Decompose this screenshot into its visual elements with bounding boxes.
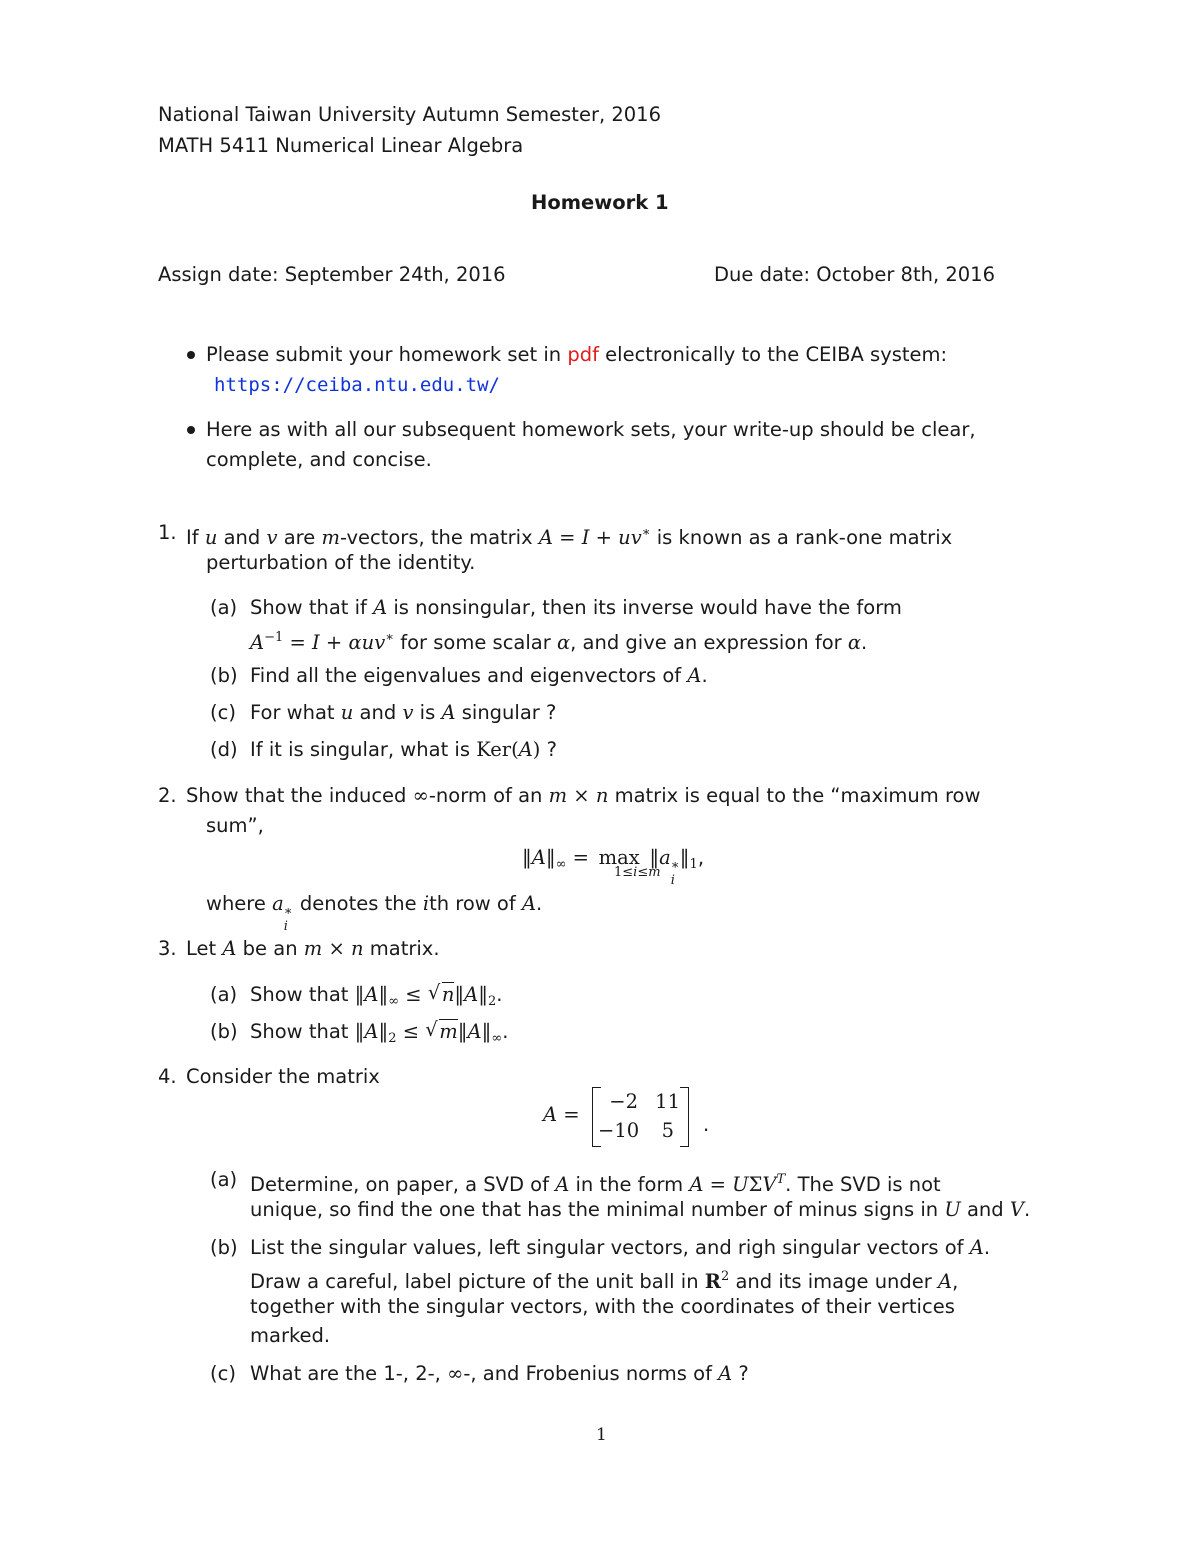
problem-3a-label: (a) (210, 983, 238, 1006)
matrix-cell: −2 (609, 1090, 638, 1113)
note-writeup-line1: Here as with all our subsequent homework sets, your write-up should be clear, (206, 418, 976, 441)
problem-1-intro-line2: perturbation of the identity. (206, 551, 476, 574)
problem-2-number: 2. (158, 784, 177, 807)
matrix-period: . (703, 1113, 710, 1136)
bullet-icon (187, 426, 195, 434)
course-line: MATH 5411 Numerical Linear Algebra (158, 134, 524, 157)
problem-4c-label: (c) (210, 1362, 236, 1385)
problem-1d-label: (d) (210, 738, 238, 761)
problem-2-text: Show that the induced ∞-norm of an m × n matrix is equal to the “maximum row (186, 784, 981, 807)
problem-4a-text-line2: unique, so find the one that has the minimal number of minus signs in U and V. (250, 1198, 1031, 1221)
problem-1b-words: Find all the eigenvalues and eigenvectors of (250, 664, 682, 687)
problem-3b-text: Show that $‖A‖_2$ ≤ √ $m‖A‖_\infty$. (250, 1017, 508, 1054)
problem-1-intro: If u and v are m-vectors, the matrix A = I + uv∗ is known as a rank-one matrix (186, 525, 953, 549)
problem-3b-label: (b) (210, 1020, 238, 1043)
problem-4a-label: (a) (210, 1168, 238, 1191)
max-subscript: 1≤i≤m (614, 865, 661, 880)
problem-4b-text-line4: marked. (250, 1324, 331, 1347)
problem-1b-text: Find all the eigenvalues and eigenvectors of A. (250, 664, 708, 687)
note-submit-text: Please submit your homework set in (206, 343, 568, 366)
matrix-A (592, 1087, 700, 1145)
problem-2-equation: $‖A‖_\infty = \max$ ‖a ∗ i $‖_1$, (522, 846, 705, 888)
matrix-cell: 5 (661, 1119, 674, 1142)
bullet-icon (187, 351, 195, 359)
note-submit-text-2: electronically to the CEIBA system: (598, 343, 948, 366)
assign-date: Assign date: September 24th, 2016 (158, 263, 506, 286)
problem-4b-label: (b) (210, 1236, 238, 1259)
problem-3-number: 3. (158, 937, 177, 960)
problem-1a-text: Show that if A is nonsingular, then its inverse would have the form (250, 596, 902, 619)
problem-3a-text: Show that $‖A‖_\infty$ ≤ √ $n‖A‖_2$. (250, 980, 502, 1017)
problem-4c-text: What are the 1-, 2-, ∞-, and Frobenius norms of A ? (250, 1362, 749, 1385)
problem-2-text-line2: sum”, (206, 814, 264, 837)
problem-4-intro: Consider the matrix (186, 1065, 380, 1088)
matrix-equation-lhs: A = (543, 1103, 580, 1126)
note-submit (206, 340, 947, 370)
due-date: Due date: October 8th, 2016 (714, 263, 995, 286)
problem-1d-text: If it is singular, what is Ker(A) ? (250, 738, 557, 761)
page-title: Homework 1 (531, 191, 669, 214)
problem-1-number: 1. (158, 521, 177, 544)
right-bracket (680, 1087, 689, 1147)
note-writeup-line2: complete, and concise. (206, 448, 432, 471)
problem-4b-text-line3: together with the singular vectors, with the coordinates of their vertices (250, 1295, 955, 1318)
university-line: National Taiwan University Autumn Semester, 2016 (158, 103, 661, 126)
problem-4a-text: Determine, on paper, a SVD of A in the form $A = U\Sigma V^T$. The SVD is not (250, 1172, 941, 1196)
matrix-cell: 11 (655, 1090, 680, 1113)
pdf-highlight: pdf (567, 343, 599, 366)
problem-1c-label: (c) (210, 701, 236, 724)
problem-4b-text: List the singular values, left singular vectors, and righ singular vectors of A. (250, 1236, 991, 1259)
page-number: 1 (596, 1425, 607, 1445)
matrix-cell: −10 (598, 1119, 640, 1142)
problem-4b-text-line2: Draw a careful, label picture of the unit ball in $R^2$ and its image under A, (250, 1269, 959, 1293)
problem-1c-text: For what u and v is A singular ? (250, 701, 557, 724)
problem-1b-label: (b) (210, 664, 238, 687)
ceiba-link[interactable]: https://ceiba.ntu.edu.tw/ (214, 374, 500, 396)
problem-3-text: Let A be an m × n matrix. (186, 937, 440, 960)
problem-4-number: 4. (158, 1065, 177, 1088)
problem-1a-text-line2: $A^{-1} = I + \alpha uv^∗$ for some scalar α, and give an expression for α. (250, 630, 868, 654)
problem-1a-label: (a) (210, 596, 238, 619)
problem-2-where: where a ∗ i denotes the ith row of A. (206, 892, 543, 934)
